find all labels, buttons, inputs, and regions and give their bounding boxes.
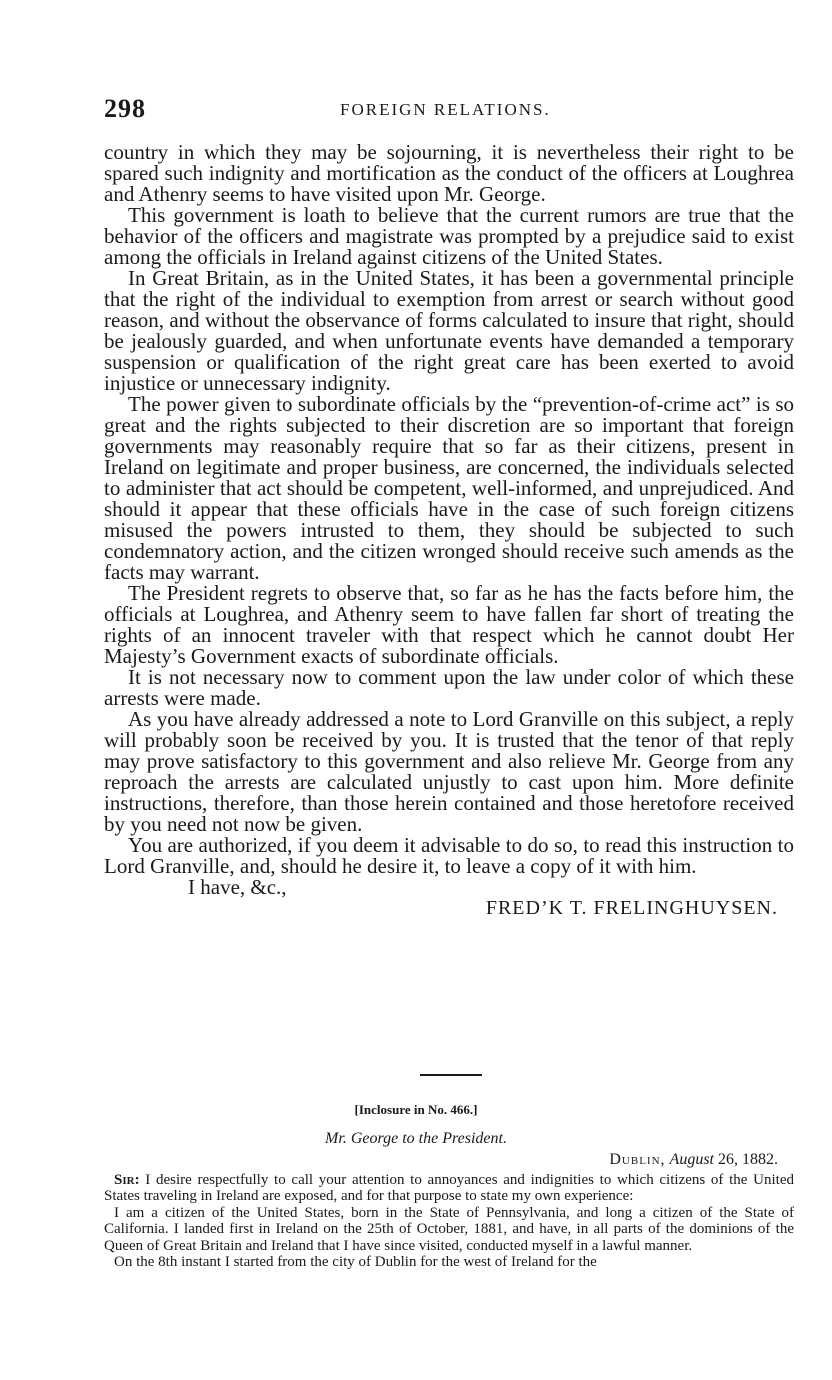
salutation: Sir: (114, 1172, 140, 1188)
paragraph: country in which they may be sojourning, it is nevertheless their right to be spared such indignity and mortification as the conduct of the officers at Loughrea and Athenry seems to have visited upon Mr. George. (104, 140, 794, 206)
letter-body (104, 142, 794, 919)
paragraph: On the 8th instant I started from the city of Dublin for the west of Ireland for the (114, 1254, 597, 1271)
running-head: FOREIGN RELATIONS. (340, 100, 551, 119)
dateline (609, 1151, 778, 1169)
inclosure-title: Mr. George to the President. (325, 1130, 507, 1147)
paragraph-text: I desire respectfully to call your attention to annoyances and indignities to which citizens of the United States traveling in Ireland are exposed, and for that purpose to state my own experience: (104, 1172, 795, 1205)
inclosure-letter (104, 1172, 794, 1270)
dateline-month: August (669, 1151, 714, 1168)
paragraph: You are authorized, if you deem it advisable to do so, to read this instruction to Lord Granville, and, should he desire it, to leave a copy of it with him. (104, 833, 794, 878)
paragraph: It is not necessary now to comment upon the law under color of which these arrests were made. (104, 665, 794, 710)
paragraph: As you have already addressed a note to Lord Granville on this subject, a reply will probably soon be received by you. It is trusted that the tenor of that reply may prove satisfactory to this government and also relieve Mr. George from any reproach the arrests are calculated unjustly to cast upon him. More definite instructions, therefore, than those herein contained and those heretofore received by you need not now be given. (104, 707, 794, 836)
paragraph: In Great Britain, as in the United States, it has been a governmental principle that the right of the individual to exemption from arrest or search without good reason, and without the observance of forms calculated to insure that right, should be jealously guarded, and when unfortunate events have demanded a temporary suspension or qualification of the right great care has been exerted to avoid injustice or unnecessary indignity. (104, 266, 794, 395)
closing: I have, &c., (188, 875, 287, 899)
dateline-place: Dublin, (609, 1151, 666, 1168)
paragraph: The power given to subordinate officials by the “prevention-of-crime act” is so great and the rights subjected to their discretion are so important that foreign governments may reasonably require that so far as their citizens, present in Ireland on legitimate and proper business, are concerned, the individuals selected to administer that act should be competent, well-informed, and unprejudiced. And should it appear that these officials have in the case of such foreign citizens misused the powers intrusted to them, they should be subjected to such condemnatory action, and the citizen wronged should receive such amends as the facts may warrant. (104, 392, 794, 584)
section-divider (420, 1074, 482, 1076)
page-header (104, 94, 794, 122)
inclosure-note: [Inclosure in No. 466.] (354, 1102, 478, 1117)
paragraph (104, 1172, 794, 1205)
page-number: 298 (104, 94, 146, 123)
paragraph: This government is loath to believe that the current rumors are true that the behavior of the officers and magistrate was prompted by a prejudice said to exist among the officials in Ireland against citizens of the United States. (104, 203, 794, 269)
paragraph: The President regrets to observe that, so far as he has the facts before him, the officials at Loughrea, and Athenry seem to have fallen far short of treating the rights of an innocent traveler with that respect which he cannot doubt Her Majesty’s Government exacts of subordinate officials. (104, 581, 794, 668)
dateline-date: 26, 1882. (718, 1151, 778, 1168)
signature: FRED’K T. FRELINGHUYSEN. (485, 897, 778, 919)
paragraph: I am a citizen of the United States, born in the State of Pennsylvania, and long a citizen of the State of California. I landed first in Ireland on the 25th of October, 1881, and have, in all parts of the dominions of the Queen of Great Britain and Ireland that I have since visited, conducted myself in a lawful manner. (104, 1204, 794, 1254)
